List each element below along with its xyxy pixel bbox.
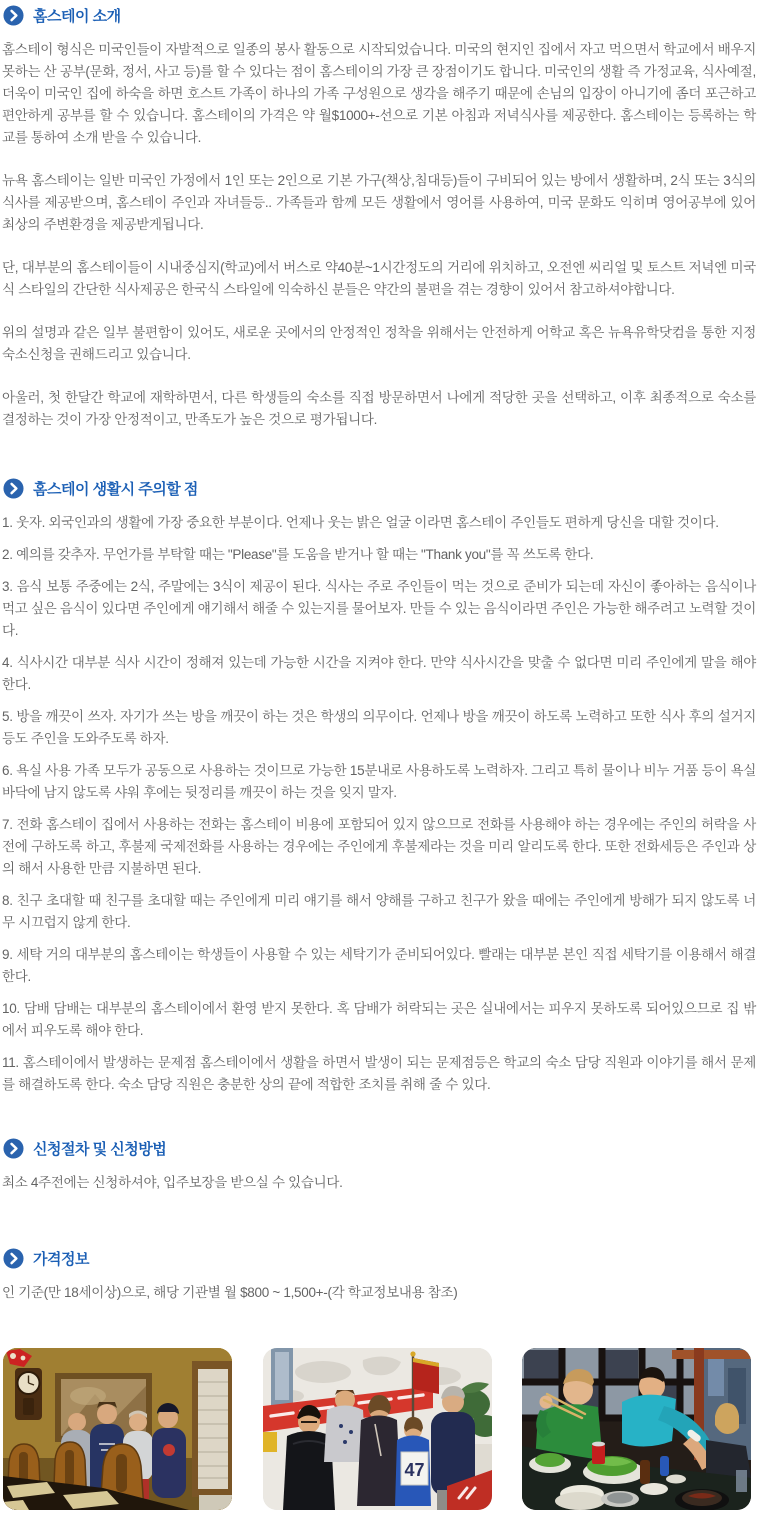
section-heading-intro (3, 5, 756, 26)
photo-gallery (2, 1348, 756, 1510)
section-price-info (2, 1248, 756, 1304)
rule-item-2: 2. 예의를 갖추자. 무언가를 부탁할 때는 "Please"를 도움을 받거나 할 때는 "Thank you"를 꼭 쓰도록 한다. (2, 547, 594, 562)
photo-school-welcome-event (263, 1348, 492, 1510)
rule-item-1: 1. 웃자. 외국인과의 생활에 가장 중요한 부분이다. 언제나 웃는 밝은 얼굴 이라면 홈스테이 주인들도 편하게 당신을 대할 것이다. (2, 515, 719, 530)
rule-item-7: 7. 전화 홈스테이 집에서 사용하는 전화는 홈스테이 비용에 포함되어 있지 않으므로 전화를 사용해야 하는 경우에는 주인의 허락을 사전에 구하도록 하고, 후불제 국제전화를 사용하는 경우에는 주인에게 후불제라는 것을 미리 알리도록 한다. 또한 전화세등은 주인과 상의 해서 사용한 만큼 지불하면 된다. (2, 817, 756, 876)
section-apply-procedure (2, 1138, 756, 1194)
section-homestay-rules (2, 478, 756, 1096)
section-title: 홈스테이 생활시 주의할 점 (33, 481, 198, 498)
section-homestay-intro (2, 5, 756, 431)
photo-korean-dinner (522, 1348, 751, 1510)
section-title: 가격정보 (33, 1251, 89, 1268)
arrow-circle-icon (3, 5, 24, 26)
intro-paragraph-4: 위의 설명과 같은 일부 불편함이 있어도, 새로운 곳에서의 안정적인 정착을 위해서는 안전하게 어학교 혹은 뉴욕유학닷컴을 통한 지정 숙소신청을 권해드리고 있습니다. (2, 325, 756, 362)
wall-clock (15, 1368, 42, 1420)
intro-paragraph-1: 홈스테이 형식은 미국인들이 자발적으로 일종의 봉사 활동으로 시작되었습니다. 미국의 현지인 집에서 자고 먹으면서 학교에서 배우지 못하는 산 공부(문화, 정서, 사고 등)를 할 수 있다는 점이 홈스테이의 가장 큰 장점이기도 합니다. 미국인의 생활 즉 가정교육, 식사예절, 더욱이 미국인 집에 하숙을 하면 호스트 가족이 하나의 가족 구성원으로 생각을 해주기 때문에 손님의 입장이 아니기에 좀더 포근하고 편안하게 공부를 할 수 있습니다. 홈스테이의 가격은 약 월$1000+-선으로 기본 아침과 저녁식사를 제공한다. 홈스테이는 등록하는 학교를 통하여 소개 받을 수 있습니다. (2, 42, 756, 145)
section-title: 홈스테이 소개 (33, 8, 121, 25)
rule-item-9: 9. 세탁 거의 대부분의 홈스테이는 학생들이 사용할 수 있는 세탁기가 준비되어있다. 빨래는 대부분 본인 직접 세탁기를 이용해서 해결한다. (2, 947, 756, 984)
photo-host-family-dining-room (3, 1348, 232, 1510)
section-title: 신청절차 및 신청방법 (33, 1141, 167, 1158)
arrow-circle-icon (3, 1248, 24, 1269)
door-blind (192, 1361, 232, 1497)
intro-paragraph-2: 뉴욕 홈스테이는 일반 미국인 가정에서 1인 또는 2인으로 기본 가구(책상,침대등)들이 구비되어 있는 방에서 생활하며, 2식 또는 3식의 식사를 제공받으며, 홈스테이 주인과 자녀들등.. 가족들과 함께 모든 생활에서 영어를 사용하여, 미국 문화도 익히며 영어공부에 있어 최상의 주변환경을 제공받게됩니다. (2, 173, 756, 232)
rule-item-8: 8. 친구 초대할 때 친구를 초대할 때는 주인에게 미리 얘기를 해서 양해를 구하고 친구가 왔을 때에는 주인에게 방해가 되지 않도록 너무 시끄럽지 않게 한다. (2, 893, 756, 930)
rule-item-11: 11. 홈스테이에서 발생하는 문제점 홈스테이에서 생활을 하면서 발생이 되는 문제점등은 학교의 숙소 담당 직원과 이야기를 해서 문제를 해결하도록 한다. 숙소 담당 직원은 충분한 상의 끝에 적합한 조치를 취해 줄 수 있다. (2, 1055, 756, 1092)
intro-paragraph-5: 아울러, 첫 한달간 학교에 재학하면서, 다른 학생들의 숙소를 직접 방문하면서 나에게 적당한 곳을 선택하고, 이후 최종적으로 숙소를 결정하는 것이 가장 안정적이고, 만족도가 높은 것으로 평가됩니다. (2, 390, 756, 427)
radiator (199, 1495, 232, 1510)
price-paragraph: 인 기준(만 18세이상)으로, 해당 기관별 월 $800 ~ 1,500+-(각 학교정보내용 참조) (2, 1285, 458, 1300)
arrow-circle-icon (3, 1138, 24, 1159)
section-heading-apply (3, 1138, 756, 1159)
section-heading-rules (3, 478, 756, 499)
rule-item-4: 4. 식사시간 대부분 식사 시간이 정해져 있는데 가능한 시간을 지켜야 한다. 만약 식사시간을 맞출 수 없다면 미리 주인에게 말을 해야한다. (2, 655, 756, 692)
rule-item-10: 10. 담배 담배는 대부분의 홈스테이에서 환영 받지 못한다. 혹 담배가 허락되는 곳은 실내에서는 피우지 못하도록 되어있으므로 집 밖에서 피우도록 해야 한다. (2, 1001, 756, 1038)
rule-item-6: 6. 욕실 사용 가족 모두가 공동으로 사용하는 것이므로 가능한 15분내로 사용하도록 노력하자. 그리고 특히 물이나 비누 거품 등이 욕실 바닥에 남지 않도록 샤워 후에는 뒷정리를 깨끗이 하는 것을 잊지 말자. (2, 763, 756, 800)
race-bib-number: 47 (403, 1460, 425, 1480)
apply-paragraph: 최소 4주전에는 신청하셔야, 입주보장을 받으실 수 있습니다. (2, 1175, 343, 1190)
intro-paragraph-3: 단, 대부분의 홈스테이들이 시내중심지(학교)에서 버스로 약40분~1시간정도의 거리에 위치하고, 오전엔 씨리얼 및 토스트 저녁엔 미국식 스타일의 간단한 식사제공은 한국식 스타일에 익숙하신 분들은 약간의 불편을 겪는 경향이 있어서 참고하셔야합니다. (2, 260, 756, 297)
rule-item-3: 3. 음식 보통 주중에는 2식, 주말에는 3식이 제공이 된다. 식사는 주로 주인들이 먹는 것으로 준비가 되는데 자신이 좋아하는 음식이나 먹고 싶은 음식이 있다면 주인에게 얘기해서 해줄 수 있는지를 물어보자. 만들 수 있는 음식이라면 주인은 가능한 해주려고 노력할 것이다. (2, 579, 756, 638)
arrow-circle-icon (3, 478, 24, 499)
section-heading-price (3, 1248, 756, 1269)
rule-item-5: 5. 방을 깨끗이 쓰자. 자기가 쓰는 방을 깨끗이 하는 것은 학생의 의무이다. 언제나 방을 깨끗이 하도록 노력하고 또한 식사 후의 설거지 등도 주인을 도와주도록 하자. (2, 709, 756, 746)
